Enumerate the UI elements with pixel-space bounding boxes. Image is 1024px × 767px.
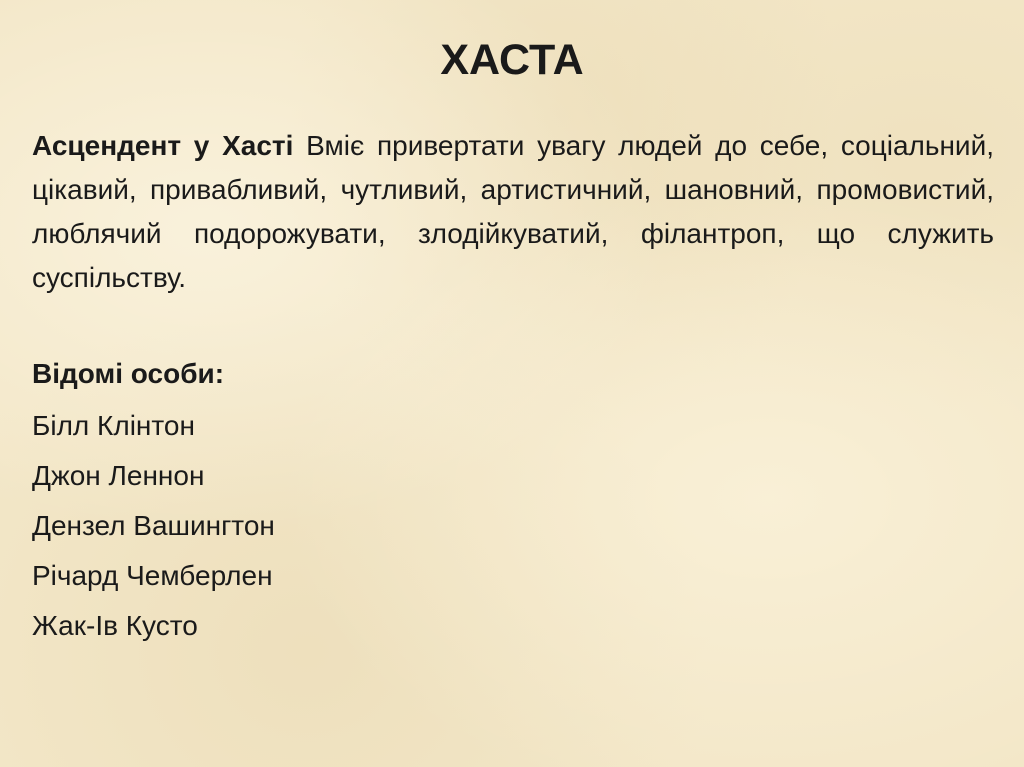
famous-person: Білл Клінтон bbox=[32, 410, 195, 441]
famous-people-list bbox=[32, 401, 994, 651]
famous-person: Річард Чемберлен bbox=[32, 560, 273, 591]
description-lead: Асцендент у Хасті bbox=[32, 130, 294, 161]
famous-person: Джон Леннон bbox=[32, 460, 205, 491]
description-text: Вміє привертати увагу людей до себе, соціальний, цікавий, привабливий, чутливий, артистичний, шановний, промовистий, люблячий подорожувати, злодійкуватий, філантроп, що служить суспільству. bbox=[32, 130, 994, 293]
description-paragraph bbox=[32, 124, 994, 300]
famous-person: Жак-Ів Кусто bbox=[32, 610, 198, 641]
slide-content bbox=[32, 124, 994, 651]
slide-title: ХАСТА bbox=[440, 36, 584, 84]
famous-person: Дензел Вашингтон bbox=[32, 510, 275, 541]
famous-people-heading: Відомі особи: bbox=[32, 358, 225, 389]
